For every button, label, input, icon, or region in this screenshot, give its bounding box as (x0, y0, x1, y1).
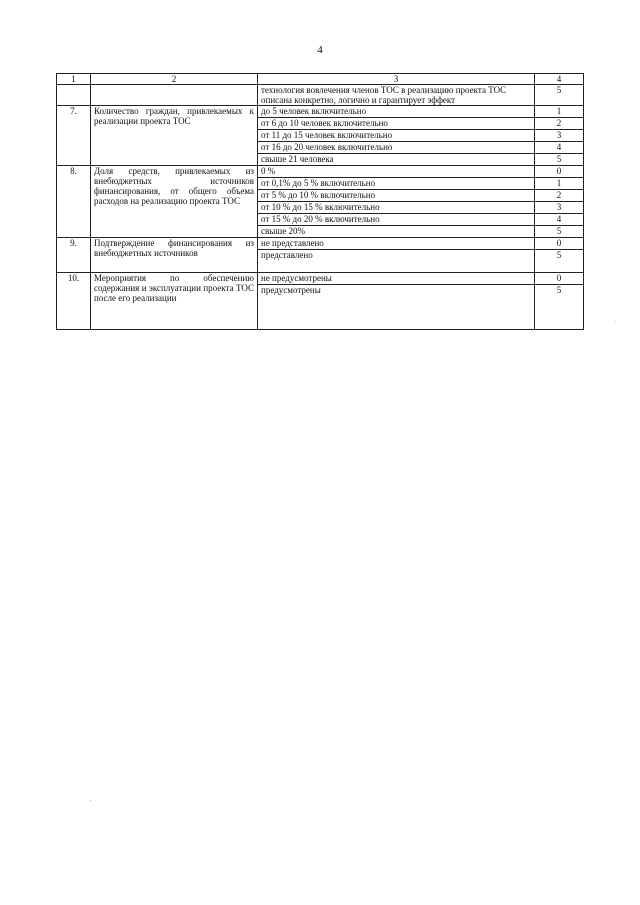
criterion-name: Количество граждан, привлекаемых к реализации проекта ТОС (91, 106, 258, 166)
option-score: 3 (535, 202, 584, 214)
column-header-2: 2 (91, 74, 258, 85)
option-score: 0 (535, 166, 584, 178)
criteria-table (56, 73, 584, 330)
option-text: не предусмотрены (258, 273, 535, 285)
option-text: до 5 человек включительно (258, 106, 535, 118)
option-text: от 11 до 15 человек включительно (258, 130, 535, 142)
scan-mark: . (615, 318, 617, 324)
criterion-name: Мероприятия по обеспечению содержания и эксплуатации проекта ТОС после его реализации (91, 273, 258, 330)
column-header-1: 1 (57, 74, 91, 85)
criterion-name: Подтверждение финансирования из внебюджетных источников (91, 238, 258, 273)
scan-mark: ' (90, 800, 92, 806)
option-score: 5 (535, 85, 584, 106)
option-text: 0 % (258, 166, 535, 178)
option-score: 2 (535, 190, 584, 202)
criterion-number: 9. (57, 238, 91, 273)
column-header-4: 4 (535, 74, 584, 85)
option-text: представлено (258, 250, 535, 273)
option-text: предусмотрены (258, 285, 535, 330)
option-score: 1 (535, 106, 584, 118)
table-header-row (57, 74, 584, 85)
column-header-3: 3 (258, 74, 535, 85)
criterion-number (57, 85, 91, 106)
page-number: 4 (317, 44, 323, 56)
option-score: 2 (535, 118, 584, 130)
table-row (57, 238, 584, 250)
option-text: от 10 % до 15 % включительно (258, 202, 535, 214)
criterion-number: 7. (57, 106, 91, 166)
option-score: 5 (535, 226, 584, 238)
criterion-name (91, 85, 258, 106)
table-row (57, 85, 584, 106)
option-text: от 6 до 10 человек включительно (258, 118, 535, 130)
table-row (57, 106, 584, 118)
option-score: 0 (535, 238, 584, 250)
option-text: свыше 21 человека (258, 154, 535, 166)
criterion-number: 10. (57, 273, 91, 330)
option-text: технология вовлечения членов ТОС в реализацию проекта ТОС описана конкретно, логично и гарантирует эффект (258, 85, 535, 106)
criterion-number: 8. (57, 166, 91, 238)
option-text: не представлено (258, 238, 535, 250)
table-row (57, 273, 584, 285)
option-text: свыше 20% (258, 226, 535, 238)
option-text: от 16 до 20 человек включительно (258, 142, 535, 154)
option-text: от 0,1% до 5 % включительно (258, 178, 535, 190)
option-score: 4 (535, 142, 584, 154)
option-score: 3 (535, 130, 584, 142)
option-score: 4 (535, 214, 584, 226)
option-score: 1 (535, 178, 584, 190)
option-score: 0 (535, 273, 584, 285)
option-score: 5 (535, 285, 584, 330)
option-text: от 15 % до 20 % включительно (258, 214, 535, 226)
criterion-name: Доля средств, привлекаемых из внебюджетных источников финансирования, от общего объема расходов на реализацию проекта ТОС (91, 166, 258, 238)
option-score: 5 (535, 154, 584, 166)
option-text: от 5 % до 10 % включительно (258, 190, 535, 202)
table-row (57, 166, 584, 178)
option-score: 5 (535, 250, 584, 273)
